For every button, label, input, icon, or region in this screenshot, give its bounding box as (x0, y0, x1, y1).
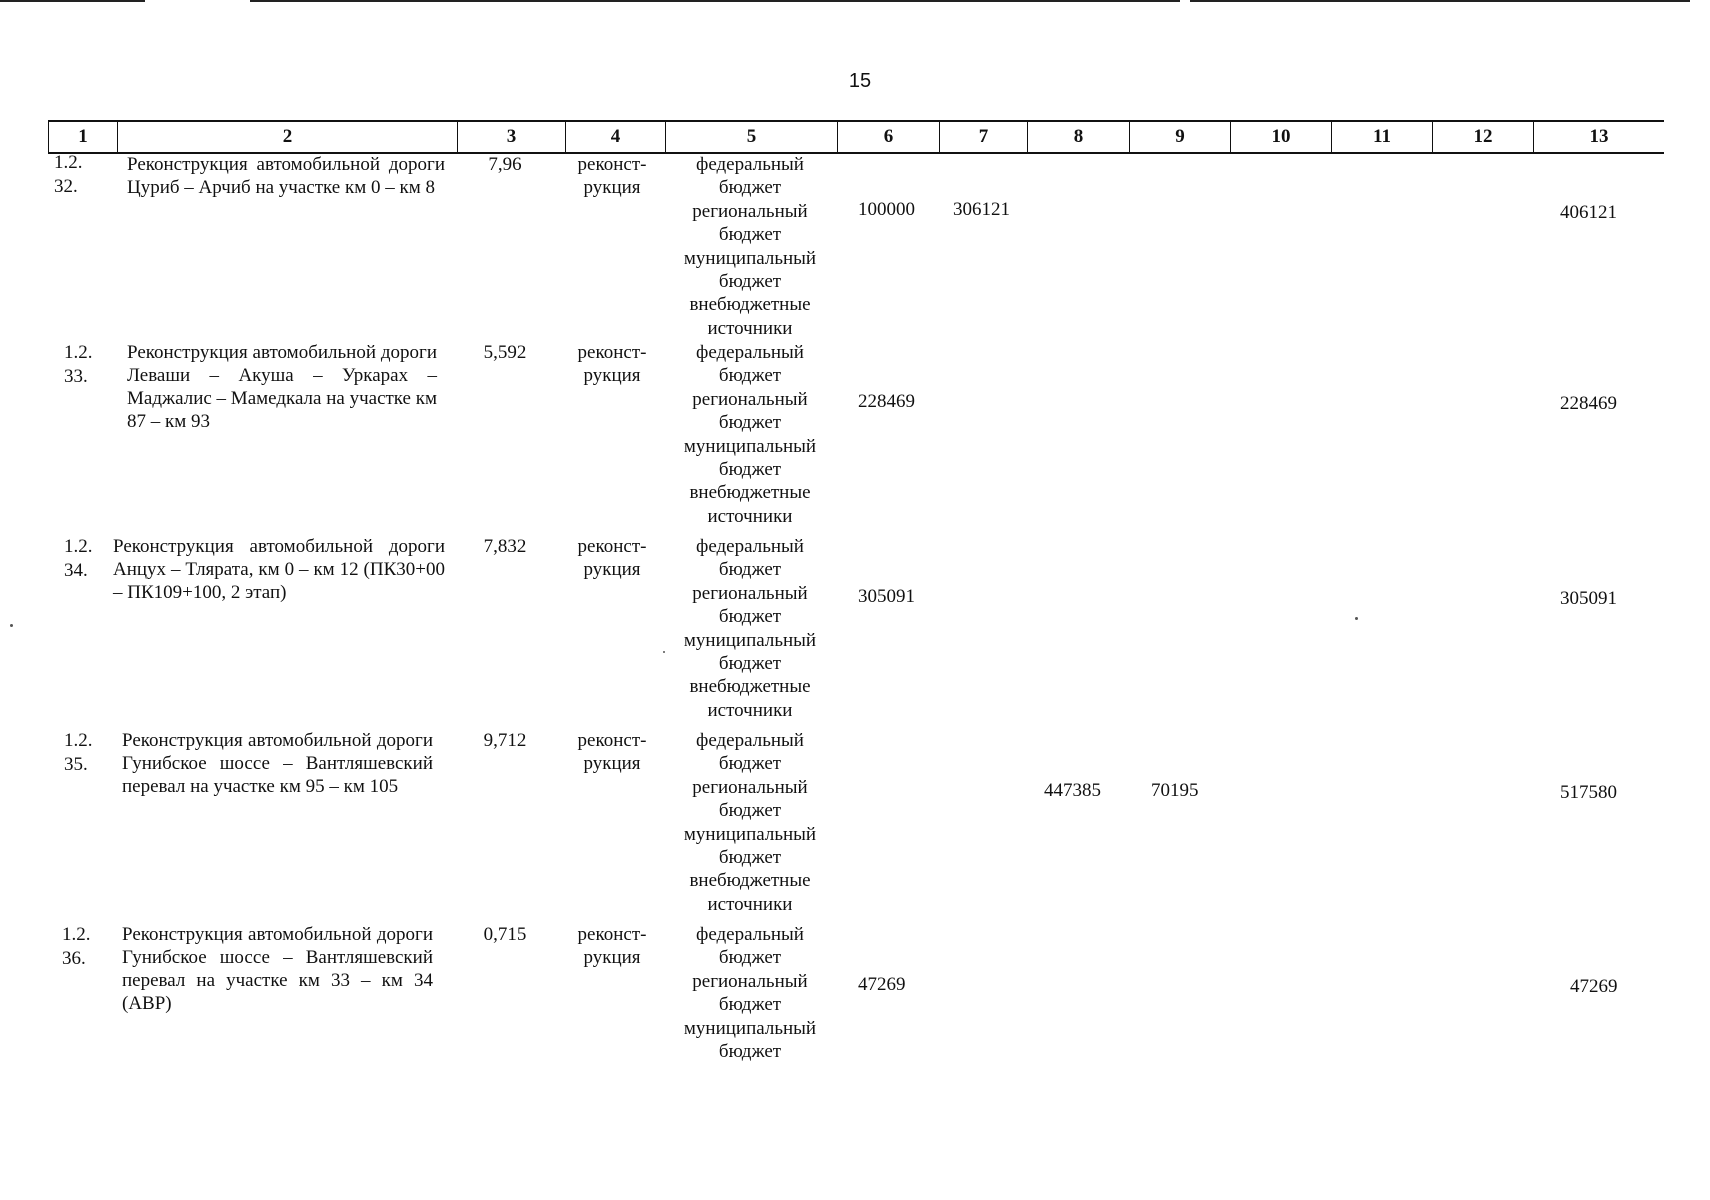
row-number: 1.2. 35. (64, 730, 93, 775)
table-row (0, 535, 1710, 731)
value-col-6: 305091 (858, 586, 915, 607)
row-number: 1.2. 32. (54, 152, 83, 197)
value-col-13: 228469 (1560, 393, 1617, 414)
column-header-12: 12 (1433, 122, 1534, 152)
road-length: 5,592 (483, 342, 527, 363)
work-type: реконст- рукция (577, 730, 647, 774)
work-type: реконст- рукция (577, 924, 647, 968)
column-header-8: 8 (1028, 122, 1130, 152)
funding-sources: федеральный бюджет региональный бюджет муниципальный бюджет внебюджетные источники (683, 154, 817, 339)
table-row (0, 729, 1710, 925)
object-name: Реконструкция автомобильной дороги Анцух – Тлярата, км 0 – км 12 (ПК30+00 – ПК109+100, 2 этап) (113, 536, 445, 603)
scan-speck (10, 624, 13, 627)
column-header-10: 10 (1231, 122, 1332, 152)
value-col-13: 517580 (1560, 782, 1617, 803)
value-col-6: 228469 (858, 391, 915, 412)
funding-sources: федеральный бюджет региональный бюджет муниципальный бюджет внебюджетные источники (683, 342, 817, 527)
table-row (0, 341, 1710, 537)
column-header-3: 3 (458, 122, 566, 152)
scan-speck (663, 651, 665, 653)
table-row (0, 923, 1710, 1119)
funding-sources: федеральный бюджет региональный бюджет муниципальный бюджет (683, 924, 817, 1063)
column-header-5: 5 (666, 122, 838, 152)
scan-speck (1355, 617, 1358, 620)
road-length: 0,715 (483, 924, 527, 945)
value-col-6: 100000 (858, 199, 915, 220)
funding-sources: федеральный бюджет региональный бюджет муниципальный бюджет внебюджетные источники (683, 536, 817, 721)
value-col-8: 447385 (1044, 780, 1101, 801)
column-header-2: 2 (118, 122, 458, 152)
work-type: реконст- рукция (577, 154, 647, 198)
object-name: Реконструкция автомобильной дороги Гунибское шоссе – Вантляшевский перевал на участке км 95 – км 105 (122, 730, 433, 797)
object-name: Реконструкция автомобильной дороги Гунибское шоссе – Вантляшевский перевал на участке км 33 – км 34 (АВР) (122, 924, 433, 1014)
object-name: Реконструкция автомобильной дороги Леваши – Акуша – Уркарах – Маджалис – Мамедкала на участке км 87 – км 93 (127, 342, 437, 432)
column-header-1: 1 (48, 122, 118, 152)
scan-edge-line (1190, 0, 1690, 2)
column-header-13: 13 (1589, 126, 1609, 147)
column-header-11: 11 (1332, 122, 1433, 152)
road-length: 7,96 (488, 154, 522, 175)
column-header-6: 6 (838, 122, 940, 152)
work-type: реконст- рукция (577, 536, 647, 580)
scan-edge-line (0, 0, 145, 2)
road-length: 7,832 (483, 536, 527, 557)
column-header-4: 4 (566, 122, 666, 152)
column-header-9: 9 (1130, 122, 1231, 152)
value-col-9: 70195 (1151, 780, 1199, 801)
row-number: 1.2. 36. (62, 924, 91, 969)
value-col-6: 47269 (858, 974, 906, 995)
scan-edge-line (250, 0, 1180, 2)
work-type: реконст- рукция (577, 342, 647, 386)
value-col-13: 47269 (1570, 976, 1618, 997)
table-header (48, 120, 1664, 154)
road-length: 9,712 (483, 730, 527, 751)
page-number: 15 (848, 70, 872, 92)
value-col-13: 406121 (1560, 202, 1617, 223)
value-col-13: 305091 (1560, 588, 1617, 609)
funding-sources: федеральный бюджет региональный бюджет муниципальный бюджет внебюджетные источники (683, 730, 817, 915)
table-row (0, 153, 1710, 349)
row-number: 1.2. 33. (64, 342, 93, 387)
value-col-7: 306121 (953, 199, 1010, 220)
object-name: Реконструкция автомобильной дороги Цуриб – Арчиб на участке км 0 – км 8 (127, 154, 445, 198)
row-number: 1.2. 34. (64, 536, 93, 581)
column-header-7: 7 (940, 122, 1028, 152)
